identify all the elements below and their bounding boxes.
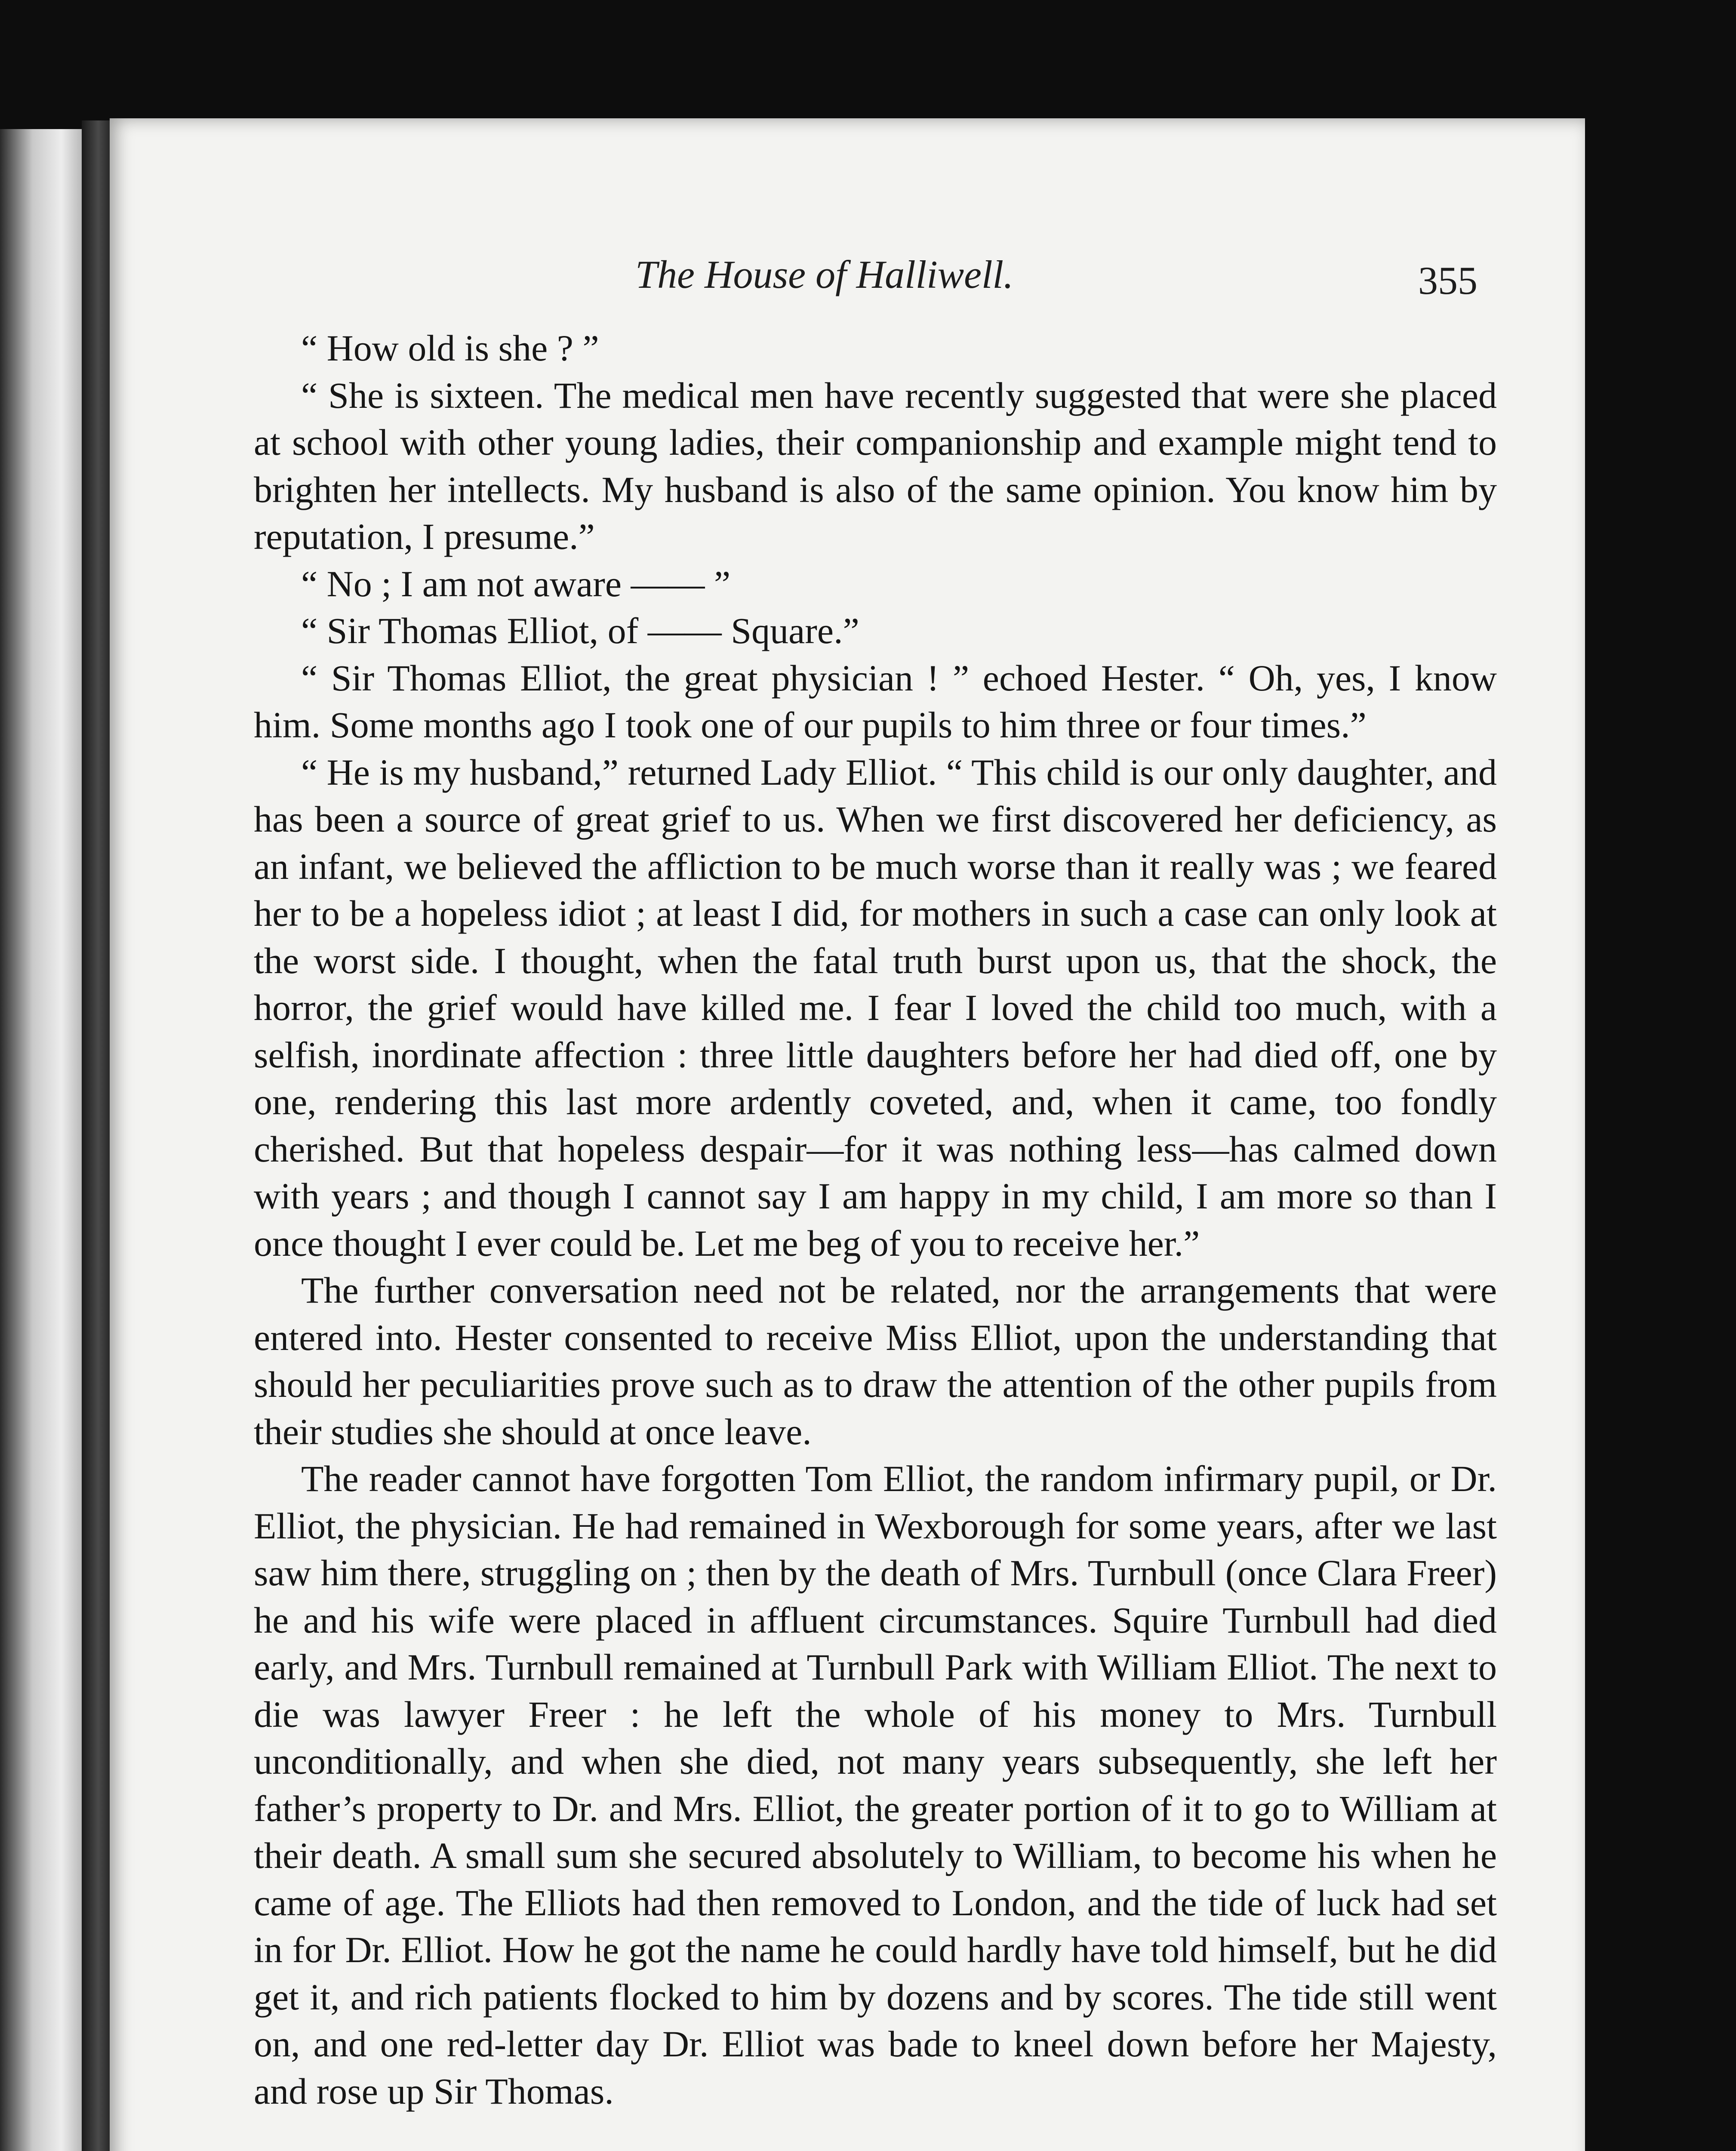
running-title: The House of Halliwell. (635, 253, 1014, 296)
paragraph: “ He is my husband,” returned Lady Elliot. “ This child is our only daughter, and has been a source of great grief to us. When we first discovered her deficiency, as an infant, we believed the affliction to be much worse than it really was ; we feared her to be a hopeless idiot ; at least I did, for mothers in such a case can only look at the worst side. I thought, when the fatal truth burst upon us, that the shock, the horror, the grief would have killed me. I fear I loved the child too much, with a selfish, inordinate affection : three little daughters before her had died off, one by one, rendering this last more ardently coveted, and, when it came, too fondly cherished. But that hopeless despair—for it was nothing less—has calmed down with years ; and though I cannot say I am happy in my child, I am more so than I once thought I ever could be. Let me beg of you to receive her.” (254, 751, 1497, 1264)
paragraph: “ How old is she ? ” (301, 327, 599, 369)
page-number: 355 (1418, 259, 1477, 302)
paragraph: “ Sir Thomas Elliot, of —— Square.” (301, 610, 859, 651)
body-text (254, 325, 1497, 2115)
paragraph: The further conversation need not be related, nor the arrangements that were entered into. Hester consented to receive Miss Elliot, upon the understanding that should her peculiarities prove such as to draw the attention of the other pupils from their studies she should at once leave. (254, 1270, 1497, 1452)
paragraph: “ No ; I am not aware —— ” (301, 563, 731, 604)
page-header (110, 247, 1585, 312)
book-gutter (82, 120, 112, 2151)
book-page (110, 118, 1585, 2151)
facing-page-edge (0, 129, 82, 2151)
paragraph: “ She is sixteen. The medical men have recently suggested that were she placed at school with other young ladies, their companionship and example might tend to brighten her intellects. My husband is also of the same opinion. You know him by reputation, I presume.” (254, 374, 1497, 557)
paragraph: The reader cannot have forgotten Tom Elliot, the random infirmary pupil, or Dr. Elliot, the physician. He had remained in Wexborough for some years, after we last saw him there, struggling on ; then by the death of Mrs. Turnbull (once Clara Freer) he and his wife were placed in affluent circumstances. Squire Turnbull had died early, and Mrs. Turnbull remained at Turnbull Park with William Elliot. The next to die was lawyer Freer : he left the whole of his money to Mrs. Turnbull unconditionally, and when she died, not many years subsequently, she left her father’s property to Dr. and Mrs. Elliot, the greater portion of it to go to William at their death. A small sum she secured absolutely to William, to become his when he came of age. The Elliots had then removed to London, and the tide of luck had set in for Dr. Elliot. How he got the name he could hardly have told himself, but he did get it, and rich patients flocked to him by dozens and by scores. The tide still went on, and one red-letter day Dr. Elliot was bade to kneel down before her Majesty, and rose up Sir Thomas. (254, 1458, 1497, 2112)
paragraph: “ Sir Thomas Elliot, the great physician ! ” echoed Hester. “ Oh, yes, I know him. Some months ago I took one of our pupils to him three or four times.” (254, 657, 1497, 746)
